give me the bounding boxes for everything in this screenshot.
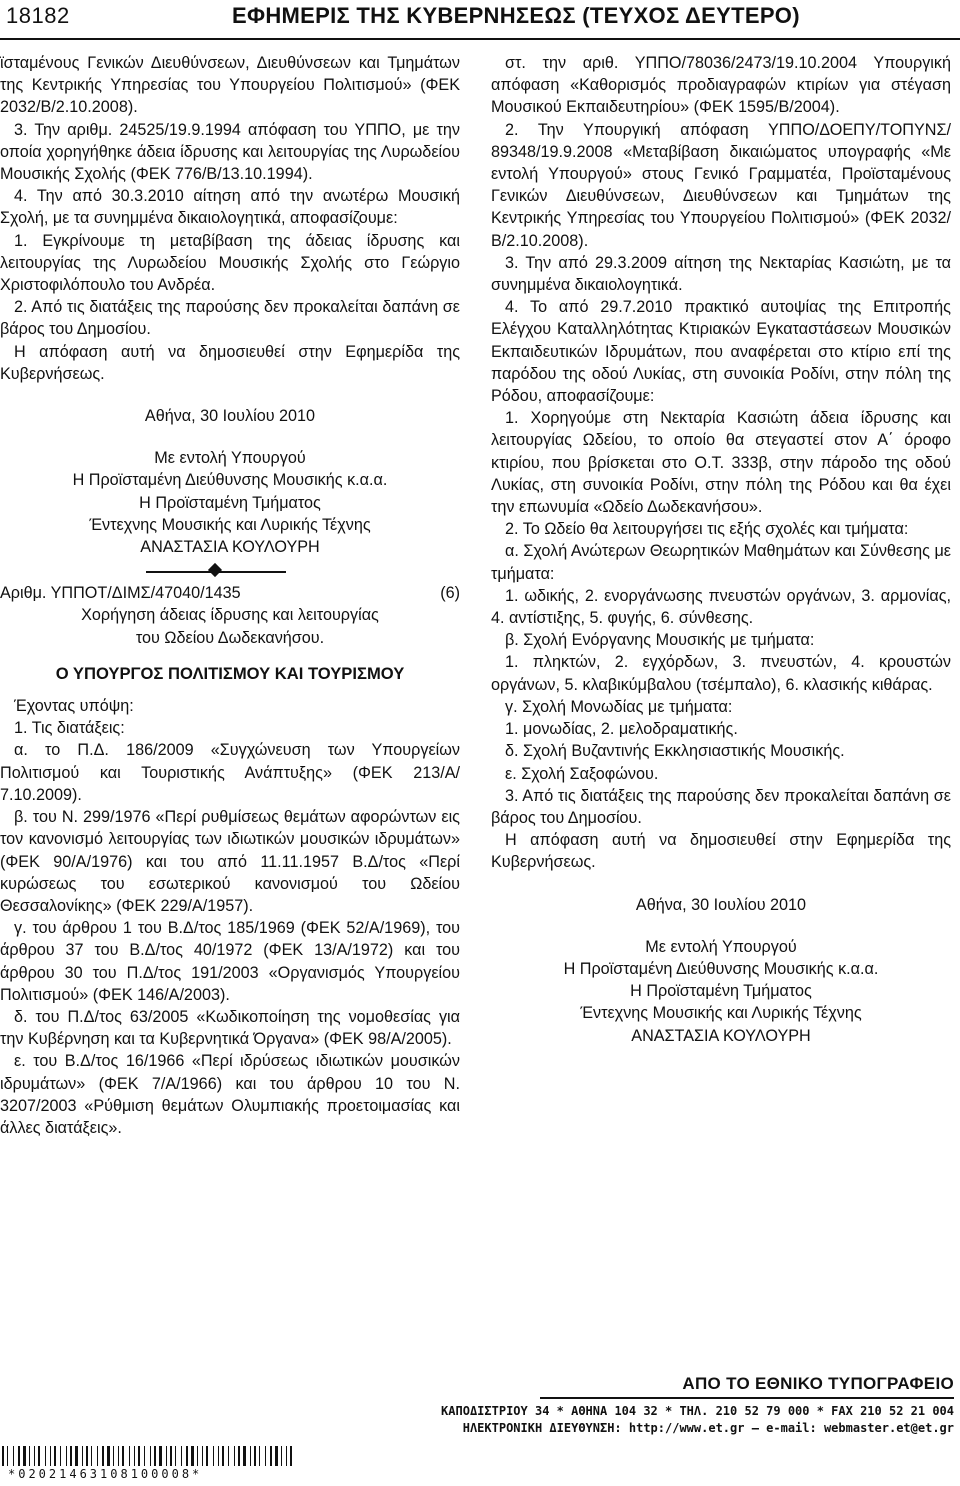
barcode-bar (197, 1446, 198, 1466)
barcode-bar (54, 1446, 56, 1466)
barcode-bar (170, 1446, 172, 1466)
paragraph: 2. Από τις διατάξεις της παρούσης δεν προκαλείται δαπάνη σε βάρος του Δημοσίου. (0, 298, 460, 339)
paragraph: 1. Τις διατάξεις: (14, 719, 125, 738)
paragraph: 1. πληκτών, 2. εγχόρδων, 3. πνευστών, 4. κρουστών οργάνων, 5. κλαβικύμβαλου (τσέμπαλο), 6. κλασικής κιθάρας. (491, 653, 951, 694)
barcode-bar (66, 1446, 67, 1466)
minister-heading: Ο ΥΠΟΥΡΓΟΣ ΠΟΛΙΤΙΣΜΟΥ ΚΑΙ ΤΟΥΡΙΣΜΟΥ (55, 663, 405, 683)
barcode-bar (2, 1446, 4, 1466)
printer-title: ΑΠΟ ΤΟ ΕΘΝΙΚΟ ΤΥΠΟΓΡΑΦΕΙΟ (682, 1374, 954, 1393)
barcode-bar (38, 1446, 40, 1466)
barcode-bar (290, 1446, 292, 1466)
section-separator (0, 560, 460, 582)
barcode-bar (75, 1446, 78, 1466)
paragraph: Έχοντας υπόψη: (14, 697, 134, 716)
page-number: 18182 (6, 3, 70, 28)
right-column (491, 52, 951, 1047)
paragraph: γ. Σχολή Μονωδίας με τμήματα: (505, 697, 733, 716)
barcode-bar (18, 1446, 20, 1466)
barcode-text: *02021463108100008* (8, 1467, 203, 1481)
printer-address: ΚΑΠΟΔΙΣΤΡΙΟΥ 34 * ΑΘΗΝΑ 104 32 * ΤΗΛ. 210 52 79 000 * FAX 210 52 21 004 (441, 1404, 954, 1418)
barcode-bar (234, 1446, 235, 1466)
spacer (491, 916, 951, 936)
barcode-bar (86, 1446, 88, 1466)
signature-line: Η Προϊσταμένη Διεύθυνσης Μουσικής κ.α.α. (72, 471, 388, 490)
barcode-bar (218, 1446, 219, 1466)
paragraph: στ. την αριθ. ΥΠΠΟ/78036/2473/19.10.2004 Υπουργική απόφαση «Καθορισμός προδιαγραφών κτιρίων για στέγαση Μουσικού Εκπαιδευτηρίου» (ΦΕΚ 1595/Β/2004). (491, 54, 951, 117)
decision-reference: Αριθμ. ΥΠΠΟΤ/ΔΙΜΣ/47040/1435 (0, 584, 241, 603)
paragraph: δ. Σχολή Βυζαντινής Εκκλησιαστικής Μουσικής. (505, 742, 845, 761)
barcode-bar (243, 1446, 246, 1466)
paragraph: 1. μονωδίας, 2. μελοδραματικής. (505, 720, 738, 739)
paragraph: Η απόφαση αυτή να δημοσιευθεί στην Εφημερίδα της Κυβερνήσεως. (491, 831, 951, 872)
decision-title: του Ωδείου Δωδεκανήσου. (135, 628, 325, 647)
barcode-bar (50, 1446, 51, 1466)
signature-line: Με εντολή Υπουργού (645, 937, 797, 956)
paragraph: Η απόφαση αυτή να δημοσιευθεί στην Εφημερίδα της Κυβερνήσεως. (0, 342, 460, 383)
barcode-bar (265, 1446, 266, 1466)
paragraph: α. Σχολή Ανώτερων Θεωρητικών Μαθημάτων και Σύνθεσης με τμήματα: (491, 542, 951, 583)
barcode-bar (259, 1446, 260, 1466)
barcode-bar (29, 1446, 30, 1466)
page-header (0, 0, 960, 40)
barcode-bar (175, 1446, 176, 1466)
barcode-bar (102, 1446, 104, 1466)
paragraph: 4. Το από 29.7.2010 πρακτικό αυτοψίας της Επιτροπής Ελέγχου Καταλληλότητας Κτιριακών Εγκαταστάσεων Μουσικών Εκπαιδευτικών Ιδρυμάτων, που αναφέρεται στο κτίριο επί της παρόδου της οδού Λυκίας, στη συνοικία Ροδίνι, στην πόλη της Ρόδου, αποφασίζουμε: (491, 298, 951, 406)
paragraph: ε. Σχολή Σαξοφώνου. (505, 764, 659, 783)
paragraph: 4. Την από 30.3.2010 αίτηση από την ανωτέρω Μουσική Σχολή, με τα συνημμένα δικαιολογητικά, αποφασίζουμε: (0, 187, 460, 228)
spacer (0, 427, 460, 447)
decision-number: (6) (440, 584, 460, 603)
paragraph: 3. Την από 29.3.2009 αίτηση της Νεκταρίας Κασιώτη, με τα συνημμένα δικαιολογητικά. (491, 253, 951, 295)
barcode-bar (7, 1446, 8, 1466)
barcode-bar (13, 1446, 14, 1466)
barcode-bar (250, 1446, 251, 1466)
barcode-bar (97, 1446, 98, 1466)
barcode-bar (129, 1446, 130, 1466)
paragraph: 3. Την αριθμ. 24525/19.9.1994 απόφαση του ΥΠΠΟ, με την οποία χορηγήθηκε άδεια ίδρυσης και λειτουργίας της Λυρωδείου Μουσικής Σχολής (ΦΕΚ 776/Β/13.10.1994). (0, 120, 460, 184)
paragraph: γ. του άρθρου 1 του Β.Δ/τος 185/1969 (ΦΕΚ 52/Α/1969), του άρθρου 37 του Β.Δ/τος 40/1972 (ΦΕΚ 13/Α/1972) και του άρθρου 30 του Π.Δ/τος 191/2003 «Οργανισμός Υπουργείου Πολιτισμού» (ΦΕΚ 146/Α/2003). (0, 919, 460, 1004)
signatory-name: ΑΝΑΣΤΑΣΙΑ ΚΟΥΛΟΥΡΗ (631, 1026, 811, 1045)
barcode-bar (228, 1446, 229, 1466)
barcode-bar (138, 1446, 140, 1466)
barcode-bar (254, 1446, 256, 1466)
barcode-bar (213, 1446, 214, 1466)
barcode-bar (202, 1446, 203, 1466)
barcode-bar (270, 1446, 272, 1466)
paragraph: δ. του Π.Δ/τος 63/2005 «Κωδικοποίηση της νομοθεσίας για την Κυβέρνηση και τα Κυβερνητικά Όργανα» (ΦΕΚ 98/Α/2005). (0, 1007, 460, 1049)
signature-line: Έντεχνης Μουσικής και Λυρικής Τέχνης (580, 1004, 862, 1023)
paragraph: 1. Εγκρίνουμε τη μεταβίβαση της άδειας ίδρυσης και λειτουργίας της Λυρωδείου Μουσικής Σχολής στο Γεώργιο Χριστοφιλόπουλο του Ανδρέα. (0, 231, 460, 295)
barcode-bar (186, 1446, 188, 1466)
left-column (0, 52, 460, 1139)
paragraph: 2. Την Υπουργική απόφαση ΥΠΠΟ/ΔΟΕΠΥ/ΤΟΠΥΝΣ/ 89348/19.9.2008 «Μεταβίβαση δικαιώματος υπογραφής «Με εντολή Υπουργού» στους Γενικό Γραμματέα, Προϊσταμένους Γενικών Διευθύνσεων, Διευθύνσεων και Τμημάτων της Κεντρικής Υπηρεσίας του Υπουργείου Πολιτισμού» (ΦΕΚ 2032/Β/2.10.2008). (491, 120, 951, 250)
paragraph: α. το Π.Δ. 186/2009 «Συγχώνευση των Υπουργείων Πολιτισμού και Τουριστικής Ανάπτυξης» (ΦΕΚ 213/Α/ 7.10.2009). (0, 741, 460, 804)
spacer (0, 385, 460, 405)
barcode-bar (181, 1446, 182, 1466)
barcode-bar (159, 1446, 162, 1466)
paragraph: β. Σχολή Ενόργανης Μουσικής με τμήματα: (505, 631, 815, 650)
printer-web-address: ΗΛΕΚΤΡΟΝΙΚΗ ΔΙΕΥΘΥΝΣΗ: http://www.et.gr — e-mail: webmaster.et@et.gr (462, 1421, 954, 1435)
signature-line: Με εντολή Υπουργού (154, 449, 306, 468)
paragraph: ϊσταμένους Γενικών Διευθύνσεων, Διευθύνσεων και Τμημάτων της Κεντρικής Υπηρεσίας του Υπουργείου Πολιτισμού» (ΦΕΚ 2032/Β/2.10.2008). (0, 54, 460, 117)
barcode-bar (238, 1446, 240, 1466)
barcode-bar (82, 1446, 83, 1466)
gazette-title: ΕΦΗΜΕΡΙΣ ΤΗΣ ΚΥΒΕΡΝΗΣΕΩΣ (ΤΕΥΧΟΣ ΔΕΥΤΕΡΟ) (232, 3, 800, 28)
barcode-bar (222, 1446, 224, 1466)
paragraph: 1. ωδικής, 2. ενοργάνωσης πνευστών οργάνων, 3. αρμονίας, 4. αντίστιξης, 5. φυγής, 6. σύνθεσης. (491, 586, 951, 628)
barcode-bar (150, 1446, 151, 1466)
barcode-bar (122, 1446, 124, 1466)
barcode-bar (118, 1446, 119, 1466)
signature-line: Η Προϊσταμένη Διεύθυνσης Μουσικής κ.α.α. (563, 959, 879, 978)
paragraph: 1. Χορηγούμε στη Νεκταρία Κασιώτη άδεια ίδρυσης και λειτουργίας Ωδείου, το οποίο θα στεγαστεί στον Α΄ όροφο κτιρίου, που βρίσκεται στο Ο.Τ. 333β, στην πάροδο της οδού Λυκίας, στη συνοικία Ροδίνι, στην πόλη της Ρόδου και θα έχει την επωνυμία «Ωδείο Δωδεκανήσου». (491, 409, 951, 517)
paragraph: 3. Από τις διατάξεις της παρούσης δεν προκαλείται δαπάνη σε βάρος του Δημοσίου. (491, 786, 951, 827)
signature-line: Έντεχνης Μουσικής και Λυρικής Τέχνης (89, 515, 371, 534)
barcode-bar (60, 1446, 61, 1466)
footer-rule (540, 1397, 954, 1399)
decision-reference-row (0, 582, 460, 604)
diamond-icon (208, 563, 222, 577)
paragraph: ε. του Β.Δ/τος 16/1966 «Περί ιδρύσεως ιδιωτικών μουσικών ιδρυμάτων» (ΦΕΚ 7/Α/1966) και του άρθρου 10 του Ν. 3207/2003 «Ρύθμιση θεμάτων Ολυμπιακής προετοιμασίας και άλλες διατάξεις». (0, 1052, 460, 1137)
barcode-bar (23, 1446, 26, 1466)
barcode-bar (70, 1446, 72, 1466)
barcode-bar (281, 1446, 282, 1466)
signature-line: Η Προϊσταμένη Τμήματος (630, 982, 812, 1001)
barcode-bar (191, 1446, 194, 1466)
barcode-bar (144, 1446, 145, 1466)
barcode-bar (91, 1446, 92, 1466)
signature-line: Η Προϊσταμένη Τμήματος (139, 493, 321, 512)
paragraph: β. του Ν. 299/1976 «Περί ρυθμίσεως θεμάτων αφορώντων εις τον κανονισμό λειτουργίας των ιδιωτικών μουσικών ιδρυμάτων» (ΦΕΚ 90/Α/1976) και του από 11.11.1957 Β.Δ/τος «Περί κυρώσεως του εσωτερικού κανονισμού του Ωδείου Θεσσαλονίκης» (ΦΕΚ 229/Α/1957). (0, 808, 460, 915)
signatory-name: ΑΝΑΣΤΑΣΙΑ ΚΟΥΛΟΥΡΗ (140, 538, 320, 557)
signature-place-date: Αθήνα, 30 Ιουλίου 2010 (635, 895, 807, 914)
barcode-bar (206, 1446, 208, 1466)
decision-title: Χορήγηση άδειας ίδρυσης και λειτουργίας (81, 606, 379, 625)
barcode-bar (134, 1446, 135, 1466)
paragraph: 2. Το Ωδείο θα λειτουργήσει τις εξής σχολές και τμήματα: (505, 520, 909, 539)
barcode-bar (286, 1446, 287, 1466)
barcode-bar (275, 1446, 278, 1466)
barcode-bar (154, 1446, 156, 1466)
barcode-bar (113, 1446, 114, 1466)
barcode-bar (107, 1446, 110, 1466)
signature-place-date: Αθήνα, 30 Ιουλίου 2010 (144, 407, 316, 426)
spacer (491, 874, 951, 894)
barcode-bar (166, 1446, 167, 1466)
barcode-bar (45, 1446, 46, 1466)
barcode-bar (34, 1446, 35, 1466)
